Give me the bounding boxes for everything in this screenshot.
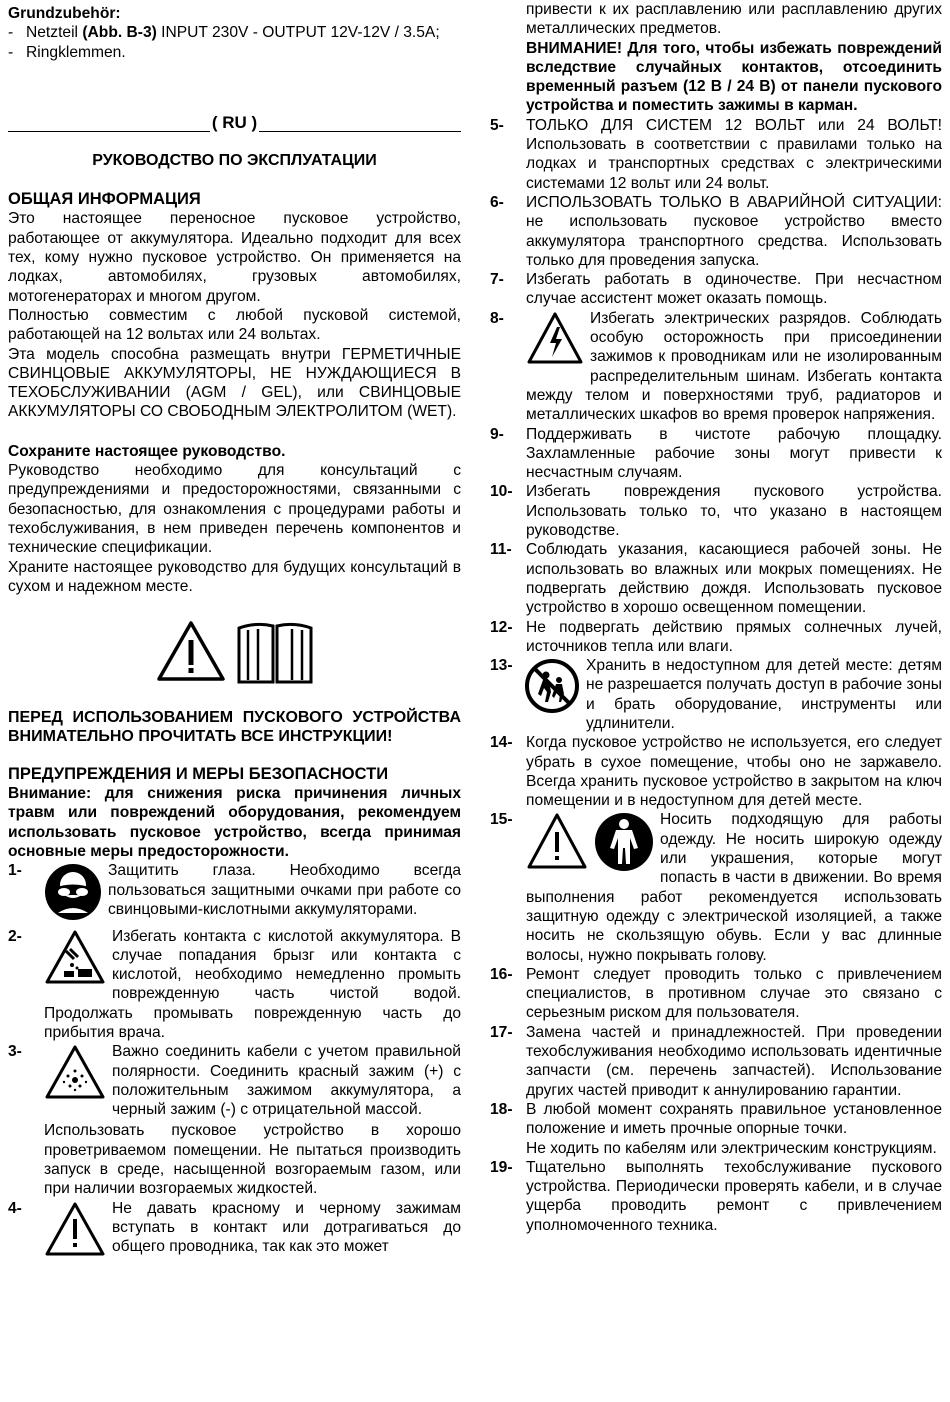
item-number: 16-: [490, 965, 513, 983]
item-number: 7-: [490, 271, 504, 289]
open-manual-icon: [236, 620, 314, 686]
safety-item: [490, 482, 942, 540]
protective-clothing-icon: [594, 812, 654, 877]
item-number: 6-: [490, 193, 504, 211]
item-number: 18-: [490, 1100, 513, 1118]
item-4-warning: ВНИМАНИЕ! Для того, чтобы избежать повреждений вследствие случайных контактов, отсоединить временный разъем (12 В / 24 В) от панели пускового устройства и поместить зажимы в карман.: [526, 39, 942, 115]
item-text: Использовать пусковое устройство в хорошо проветриваемом помещении. Не пытаться производить запуск в среде, насыщенной возгораемым газом, или при наличии возгораемых жидкостей.: [44, 1122, 461, 1198]
item-number: 11-: [490, 541, 512, 559]
explosive-hazard-icon: [44, 1044, 106, 1105]
general-info-heading: ОБЩАЯ ИНФОРМАЦИЯ: [8, 190, 201, 209]
accessory-text-post: INPUT 230V - OUTPUT 12V-12V / 3.5A;: [156, 24, 440, 42]
accessories-title: Grundzubehör:: [8, 5, 121, 22]
item-text: Хранить в недоступном для детей месте: детям не разрешается получать доступ в рабочие зоны и брать оборудование, инструменты или удлинители.: [586, 657, 942, 732]
general-info-paragraph: Эта модель способна размещать внутри ГЕРМЕТИЧНЫЕ СВИНЦОВЫЕ АККУМУЛЯТОРЫ, НЕ НУЖДАЮЩИЕСЯ В ТЕХОБСЛУЖИВАНИИ (AGM / GEL), или СВИНЦОВЫЕ АККУМУЛЯТОРЫ СО СВОБОДНЫМ ЭЛЕКТРОЛИТОМ (WET).: [8, 345, 461, 421]
read-instructions-warning: ПЕРЕД ИСПОЛЬЗОВАНИЕМ ПУСКОВОГО УСТРОЙСТВА ВНИМАТЕЛЬНО ПРОЧИТАТЬ ВСЕ ИНСТРУКЦИИ!: [8, 709, 461, 746]
safety-item: [490, 309, 942, 425]
item-number: 4-: [8, 1199, 22, 1217]
item-text: Избегать электрических разрядов. Соблюдать особую осторожность при присоединении зажимов к проводникам или не изолированным распределительным шинам. Избегать контакта между телом и поверхностями труб, радиаторов и металлических шкафов во время проверок напряжения.: [526, 309, 942, 424]
read-manual-icons: [8, 620, 461, 686]
item-number: 17-: [490, 1023, 513, 1041]
item-number: 14-: [490, 734, 513, 752]
item-number: 10-: [490, 483, 513, 501]
safety-item: [490, 1023, 942, 1100]
general-info-paragraph: Полностью совместим с любой пусковой системой, работающей на 12 вольтах или 24 вольтах.: [8, 306, 461, 344]
item-number: 2-: [8, 927, 22, 945]
safety-intro: Внимание: для снижения риска причинения личных травм или повреждений оборудования, рекомендуем использовать пусковое устройство, всегда принимая основные меры предосторожности.: [8, 785, 461, 860]
item-text: Не ходить по кабелям или электрическим конструкциям.: [526, 1139, 937, 1157]
item-number: 9-: [490, 425, 504, 443]
safety-item: [8, 1042, 461, 1198]
safety-item: [490, 540, 942, 617]
item-text: Избегать работать в одиночестве. При несчастном случае ассистент может оказать помощь.: [526, 271, 942, 308]
safety-goggles-icon: [44, 863, 102, 926]
safety-item: [490, 965, 942, 1023]
safety-item: [8, 927, 461, 1043]
safety-item: [490, 116, 942, 193]
language-tag: ( RU ): [211, 112, 258, 132]
accessory-text: Ringklemmen.: [26, 43, 126, 61]
item-number: 8-: [490, 309, 504, 327]
save-manual-paragraph: Храните настоящее руководство для будущих консультаций в сухом и надежном месте.: [8, 558, 461, 595]
right-column: [490, 0, 942, 1235]
safety-item: [490, 733, 942, 810]
item-number: 1-: [8, 862, 22, 880]
accessory-item: [8, 23, 461, 42]
item-text: ИСПОЛЬЗОВАТЬ ТОЛЬКО В АВАРИЙНОЙ СИТУАЦИИ: не использовать пусковое устройство вместо аккумулятора транспортного средства. Использовать только для проведения запуска.: [526, 193, 942, 269]
item-text: Когда пусковое устройство не используется, его следует убрать в сухое помещение, чтобы оно не заржавело. Всегда хранить пусковое устройство в закрытом на ключ помещении и в недоступном для детей месте.: [526, 734, 942, 810]
safety-item: [490, 270, 942, 309]
item-text: Избегать контакта с кислотой аккумулятора. В случае попадания брызг или контакта с кислотой, необходимо немедленно промыть поврежденную часть чистой водой. Продолжать промывать поврежденную часть до прибытия врача.: [44, 927, 461, 1041]
warning-triangle-icon: [44, 1201, 106, 1262]
separator-line: [259, 118, 461, 132]
item-text: Не подвергать действию прямых солнечных лучей, источников тепла или влаги.: [526, 618, 942, 655]
item-text: В любой момент сохранять правильное установленное положение и иметь прочные опорные точки.: [526, 1100, 942, 1138]
safety-item: [8, 1199, 461, 1262]
item-text: Соблюдать указания, касающиеся рабочей зоны. Не использовать во влажных или мокрых помещениях. Не подвергать действию дождя. Использовать пусковое устройство в хорошо освещенном помещении.: [526, 541, 942, 617]
item-text: Носить подходящую для работы одежду. Не носить широкую одежду или украшения, которые могут попасть в части в движении. Во время выполнения работ рекомендуется использовать защитную одежду с электрической изоляцией, а также носить не скользящую обувь. Если у вас длинные волосы, нужно покрывать голову.: [526, 811, 942, 964]
item-number: 5-: [490, 116, 504, 134]
safety-item: [490, 1158, 942, 1235]
separator-line: [8, 118, 210, 132]
general-info-paragraph: Это настоящее переносное пусковое устройство, работающее от аккумулятора. Идеально подходит для всех тех, кому нужно пусковое устройство. Он применяется на лодках, автомобилях, грузовых автомобилях, мотогенераторах и многом другом.: [8, 210, 461, 305]
item-text: Тщательно выполнять техобслуживание пускового устройства. Периодически проверять кабели, и в случае ущерба проводить ремонт с привлечением уполномоченного техника.: [526, 1158, 942, 1234]
item-number: 12-: [490, 618, 513, 636]
safety-item: [490, 193, 942, 270]
item-number: 3-: [8, 1043, 22, 1061]
language-separator: [8, 112, 461, 132]
accessory-text-pre: Netzteil: [26, 24, 83, 42]
electric-shock-icon: [526, 311, 584, 370]
item-text: Избегать повреждения пускового устройства. Использовать только то, что указано в настоящем руководстве.: [526, 483, 942, 540]
safety-warnings-heading: ПРЕДУПРЕЖДЕНИЯ И МЕРЫ БЕЗОПАСНОСТИ: [8, 764, 389, 783]
item-number: 13-: [490, 657, 513, 675]
item-number: 19-: [490, 1158, 513, 1176]
item-4-continued: привести к их расплавлению или расплавлению других металлических предметов.: [526, 1, 942, 38]
safety-item: [490, 810, 942, 964]
safety-item: [8, 861, 461, 926]
accessory-item: [8, 43, 461, 62]
item-text: Важно соединить кабели с учетом правильной полярности. Соединить красный зажим (+) с положительным зажимом аккумулятора, а черный зажим (-) с отрицательной массой.: [112, 1043, 461, 1119]
safety-item: [490, 618, 942, 657]
save-manual-heading: Сохраните настоящее руководство.: [8, 442, 286, 460]
left-column: [8, 0, 461, 1262]
item-text: Поддерживать в чистоте рабочую площадку. Захламленные рабочие зоны могут привести к несчастным случаям.: [526, 425, 942, 482]
item-text: Ремонт следует проводить только с привлечением специалистов, в противном случае это связано с серьезным риском для пользователя.: [526, 965, 942, 1022]
item-number: 15-: [490, 811, 513, 829]
item-text: Замена частей и принадлежностей. При проведении техобслуживания необходимо использовать идентичные запчасти (см. перечень запчастей). Использование других частей приводит к аннулированию гарантии.: [526, 1023, 942, 1099]
safety-item: [490, 425, 942, 483]
document-title: РУКОВОДСТВО ПО ЭКСПЛУАТАЦИИ: [92, 151, 377, 169]
warning-triangle-icon: [526, 812, 588, 875]
accessory-figure-ref: (Abb. B-3): [82, 24, 157, 42]
item-text: ТОЛЬКО ДЛЯ СИСТЕМ 12 ВОЛЬТ или 24 ВОЛЬТ! Использовать в соответствии с правилами только на лодках и транспортных средствах с электрическими системами 12 вольт или 24 вольт.: [526, 116, 942, 192]
safety-item: [490, 1100, 942, 1158]
list-dash: -: [8, 24, 14, 42]
list-dash: -: [8, 43, 14, 61]
save-manual-paragraph: Руководство необходимо для консультаций с предупреждениями и предосторожностями, связанными с безопасностью, для ознакомления с процедурами работы и техобслуживания, в нем приведен перечень компонентов и технические спецификации.: [8, 462, 461, 557]
acid-hazard-icon: [44, 929, 106, 990]
warning-triangle-icon: [156, 620, 226, 686]
item-text: Защитить глаза. Необходимо всегда пользоваться защитными очками при работе со свинцовыми-кислотными аккумуляторами.: [108, 862, 461, 918]
no-children-icon: [524, 658, 580, 719]
safety-item: [490, 656, 942, 733]
item-text: Не давать красному и черному зажимам вступать в контакт или дотрагиваться до общего проводника, так как это может: [112, 1199, 461, 1256]
